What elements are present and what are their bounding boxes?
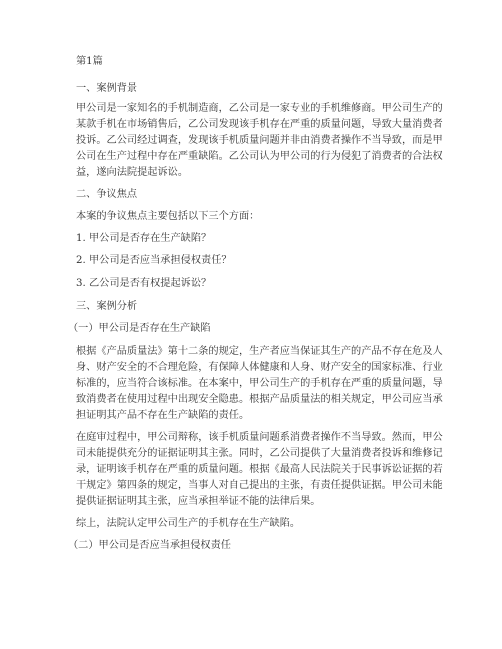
paragraph-line: 投诉。乙公司经过调查，发现该手机质量问题并非由消费者操作不当导致，而是甲: [76, 135, 443, 146]
paragraph-line: 司未能提供充分的证据证明其主张。同时，乙公司提供了大量消费者投诉和维修记: [76, 448, 443, 459]
section-heading-dispute: 二、争议焦点: [76, 189, 138, 200]
conclusion: 综上，法院认定甲公司生产的手机存在生产缺陷。: [76, 518, 301, 529]
paragraph-line: 某款手机在市场销售后，乙公司发现该手机存在严重的质量问题，导致大量消费者: [76, 119, 443, 130]
paragraph-line: 根据《产品质量法》第十二条的规定，生产者应当保证其生产的产品不存在危及人: [76, 346, 443, 357]
paragraph-line: 提供证据证明其主张，应当承担举证不能的法律后果。: [76, 496, 321, 507]
list-item: 2. 甲公司是否应当承担侵权责任？: [76, 255, 232, 266]
paragraph-line: 干规定》第四条的规定，当事人对自己提出的主张，有责任提供证据。甲公司未能: [76, 480, 443, 491]
paragraph-line: 公司在生产过程中存在严重缺陷。乙公司认为甲公司的行为侵犯了消费者的合法权: [76, 151, 443, 162]
paragraph-line: 益，遂向法院提起诉讼。: [76, 167, 189, 178]
paragraph-line: 标准的，应当符合该标准。在本案中，甲公司生产的手机存在严重的质量问题，导: [76, 378, 443, 389]
list-item: 1. 甲公司是否存在生产缺陷？: [76, 233, 212, 244]
paragraph-line: 担证明其产品不存在生产缺陷的责任。: [76, 410, 250, 421]
section-heading-background: 一、案例背景: [76, 83, 138, 94]
page-label: 第1篇: [76, 56, 103, 67]
section-heading-analysis: 三、案例分析: [76, 301, 138, 312]
list-item: 3. 乙公司是否有权提起诉讼？: [76, 278, 212, 289]
paragraph-line: 录，证明该手机存在严重的质量问题。根据《最高人民法院关于民事诉讼证据的若: [76, 464, 443, 475]
subsection-heading-defect: （一）甲公司是否存在生产缺陷: [68, 323, 211, 334]
paragraph-line: 甲公司是一家知名的手机制造商，乙公司是一家专业的手机维修商。甲公司生产的: [76, 103, 443, 114]
paragraph-line: 致消费者在使用过程中出现安全隐患。根据产品质量法的相关规定，甲公司应当承: [76, 394, 443, 405]
paragraph-line: 在庭审过程中，甲公司辩称，该手机质量问题系消费者操作不当导致。然而，甲公: [76, 432, 443, 443]
focus-intro: 本案的争议焦点主要包括以下三个方面：: [76, 211, 260, 222]
subsection-heading-liability: （二）甲公司是否应当承担侵权责任: [68, 540, 231, 551]
paragraph-line: 身、财产安全的不合理危险，有保障人体健康和人身、财产安全的国家标准、行业: [76, 362, 443, 373]
